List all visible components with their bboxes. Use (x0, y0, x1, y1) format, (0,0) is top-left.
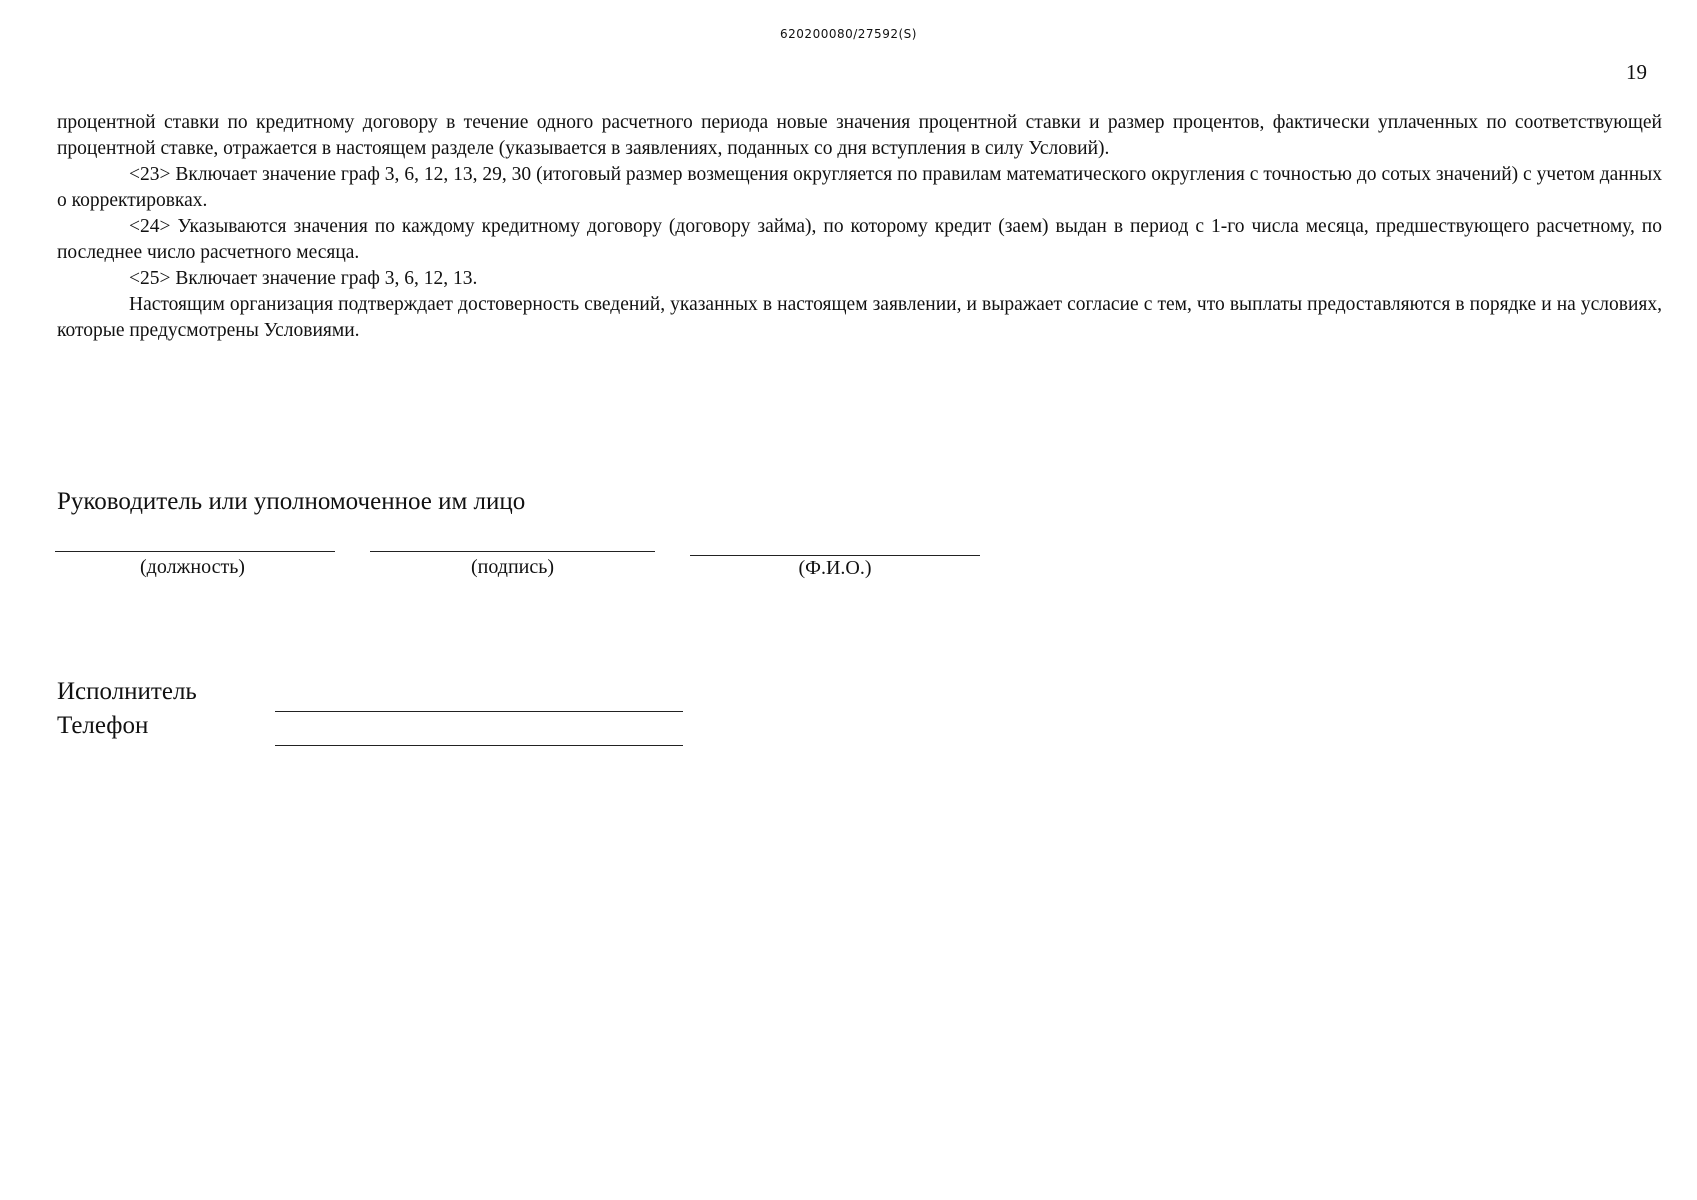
confirmation-statement: Настоящим организация подтверждает достоверность сведений, указанных в настоящем заявлении, и выражает согласие с тем, что выплаты предоставляются в порядке и на условиях, которые предусмотрены Условиями. (57, 294, 1662, 341)
page-number: 19 (1626, 60, 1647, 84)
executor-label: Исполнитель (57, 678, 197, 705)
footnotes-body (57, 110, 1662, 344)
phone-label: Телефон (57, 712, 149, 739)
signer-title: Руководитель или уполномоченное им лицо (57, 488, 526, 515)
footnote-24: <24> Указываются значения по каждому кредитному договору (договору займа), по которому кредит (заем) выдан в период с 1-го числа месяца, предшествующего расчетному, по последнее число расчетного месяца. (57, 216, 1662, 263)
phone-line (275, 745, 683, 746)
paragraph-continuation: процентной ставки по кредитному договору в течение одного расчетного периода новые значения процентной ставки и размер процентов, фактически уплаченных по соответствующей процентной ставке, отражается в настоящем разделе (указывается в заявлениях, поданных со дня вступления в силу Условий). (57, 112, 1662, 159)
signature-line (370, 551, 655, 552)
executor-line (275, 711, 683, 712)
position-caption: (должность) (140, 556, 245, 578)
name-caption: (Ф.И.О.) (798, 557, 872, 579)
name-line (690, 555, 980, 556)
position-line (55, 551, 335, 552)
footnote-23: <23> Включает значение граф 3, 6, 12, 13, 29, 30 (итоговый размер возмещения округляется по правилам математического округления с точностью до сотых значений) с учетом данных о корректировках. (57, 164, 1662, 211)
signature-caption: (подпись) (470, 556, 555, 578)
document-id: 620200080/27592(S) (780, 27, 917, 41)
footnote-25: <25> Включает значение граф 3, 6, 12, 13. (129, 268, 478, 289)
